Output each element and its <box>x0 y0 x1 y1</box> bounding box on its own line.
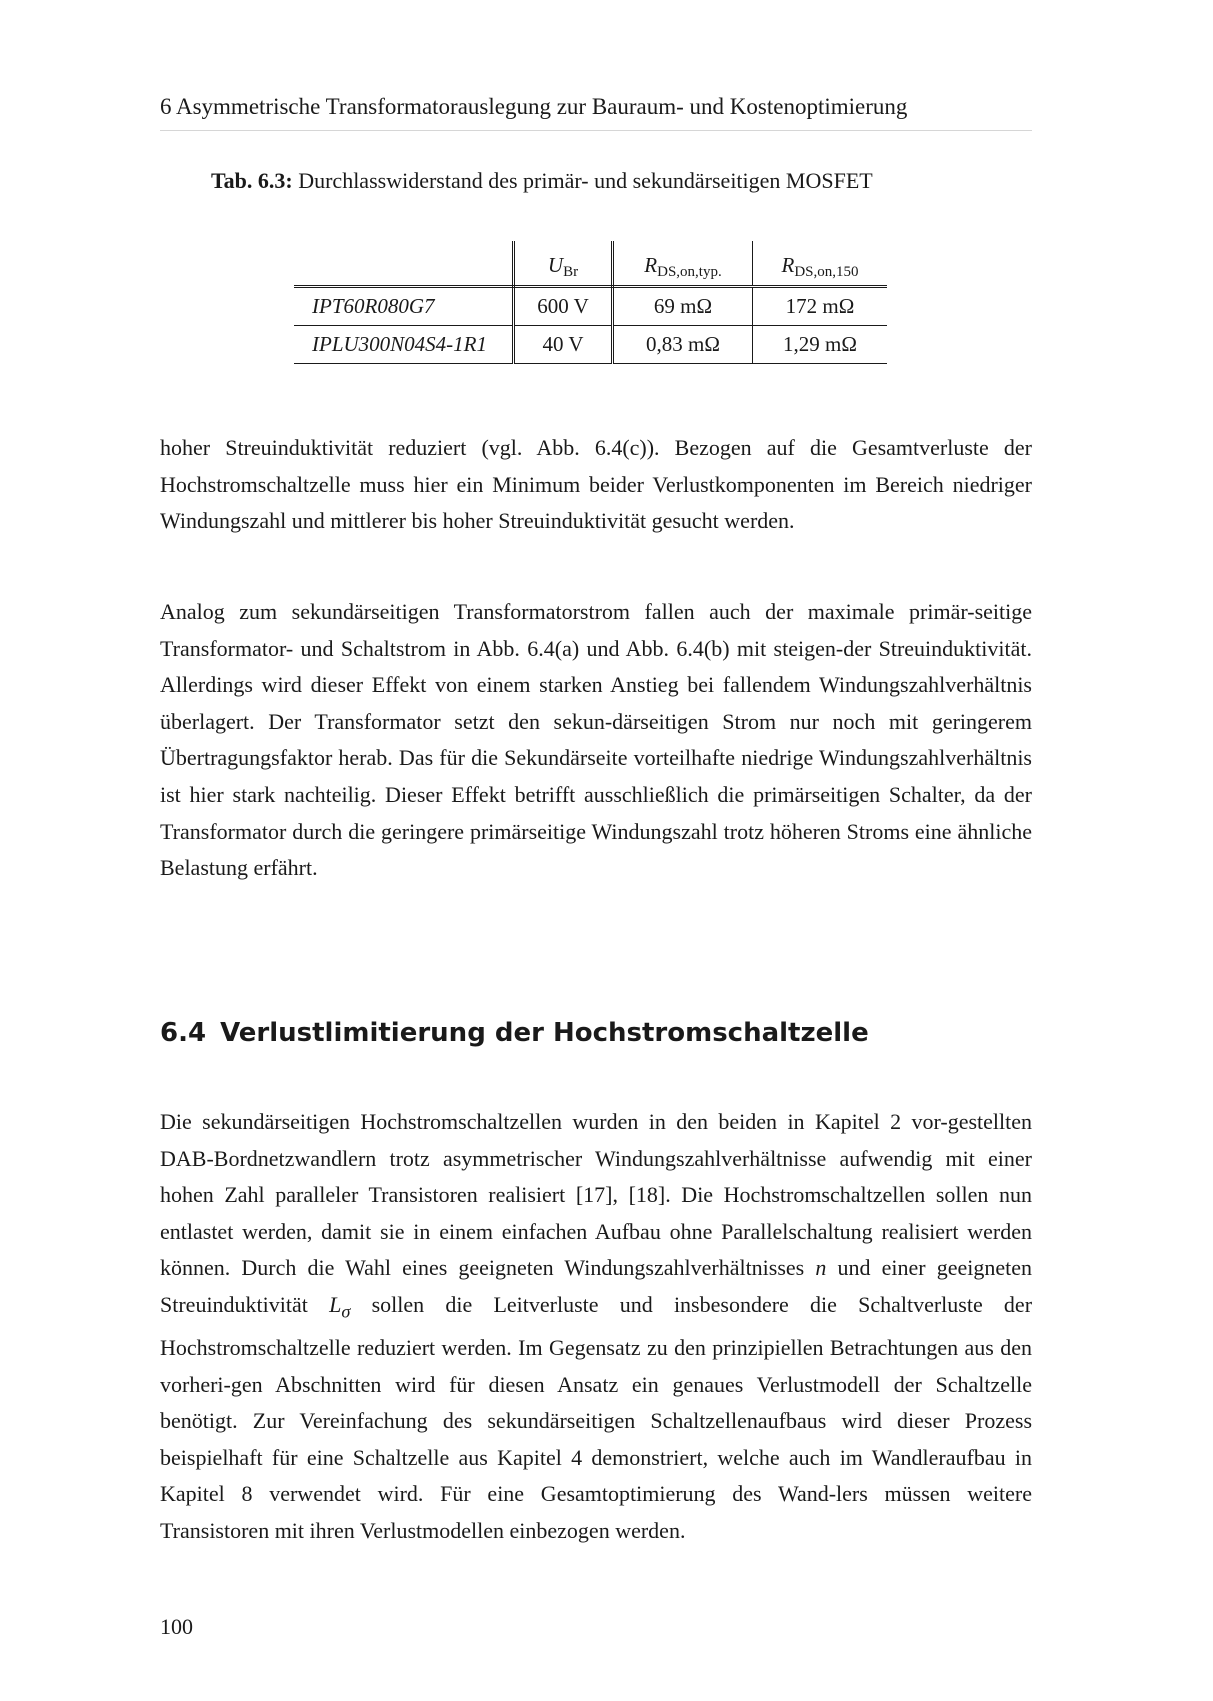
running-head: 6 Asymmetrische Transformatorauslegung zur Bauraum- und Kostenoptimierung <box>160 92 1032 131</box>
paragraph-text-part: und einer geeigneten Streuinduktivität <box>160 1255 1032 1317</box>
turns-ratio-symbol: n <box>815 1255 827 1281</box>
table-header-row <box>294 241 887 287</box>
body-paragraph: hoher Streuinduktivität reduziert (vgl. Abb. 6.4(c)). Bezogen auf die Gesamtverluste der Hochstromschaltzelle muss hier ein Minimum beider Verlustkomponenten im Bereich niedriger Windungszahl und mittlerer bis hoher Streuinduktivität gesucht werden. <box>160 435 1032 534</box>
rds-on-150-value: 172 mΩ <box>753 287 888 326</box>
header-breakdown-voltage: $U_{Br}$ <box>514 241 613 287</box>
section-title: Verlustlimitierung der Hochstromschaltzelle <box>220 1018 869 1048</box>
mosfet-name: IPLU300N04S4-1R1 <box>294 326 514 364</box>
table-row <box>294 287 887 326</box>
rds-on-150-value: 1,29 mΩ <box>753 326 888 364</box>
rds-on-typ-value: 0,83 mΩ <box>613 326 753 364</box>
header-rds-on-typ: $R_{DS,on,typ.}$ <box>613 241 753 287</box>
section-body-paragraph <box>160 1104 1032 1550</box>
table-row <box>294 326 887 364</box>
paragraph-text-part: Die sekundärseitigen Hochstromschaltzellen wurden in den beiden in Kapitel 2 vor-gestellten DAB-Bordnetzwandlern trotz asymmetrischer Windungszahlverhältnisse aufwendig mit einer hohen Zahl paralleler Transistoren realisiert [17], [18]. Die Hochstromschaltzellen sollen nun entlastet werden, damit sie in einem einfachen Aufbau ohne Parallelschaltung realisiert werden können. Durch die Wahl eines geeigneten Windungszahlverhältnisses <box>160 1109 1032 1281</box>
table-caption-text: Durchlasswiderstand des primär- und sekundärseitigen MOSFET <box>298 168 873 193</box>
mosfet-name: IPT60R080G7 <box>294 287 514 326</box>
breakdown-voltage-value: 40 V <box>514 326 613 364</box>
rds-on-typ-value: 69 mΩ <box>613 287 753 326</box>
page-number: 100 <box>160 1614 193 1639</box>
paragraph-text-part: sollen die Leitverluste und insbesondere die Schaltverluste der Hochstromschaltzelle reduziert werden. Im Gegensatz zu den prinzipiellen Betrachtungen aus den vorheri-gen Abschnitten wird für diesen Ansatz ein genaues Verlustmodell der Schaltzelle benötigt. Zur Vereinfachung des sekundärseitigen Schaltzellenaufbaus wird dieser Prozess beispielhaft für eine Schaltzelle aus Kapitel 4 demonstriert, welche auch im Wandleraufbau in Kapitel 8 verwendet wird. Für eine Gesamtoptimierung des Wand-lers müssen weitere Transistoren mit ihren Verlustmodellen einbezogen werden. <box>160 1291 1033 1543</box>
table-caption-label: Tab. 6.3: <box>211 168 293 193</box>
header-rds-on-150: $R_{DS,on,150}$ <box>753 241 888 287</box>
section-heading <box>160 1016 869 1050</box>
section-number: 6.4 <box>160 1018 207 1048</box>
table-caption <box>211 166 873 196</box>
leakage-inductance-symbol: $L_\sigma$ <box>329 1291 351 1322</box>
mosfet-resistance-table <box>294 241 887 364</box>
header-empty-cell <box>294 241 514 287</box>
breakdown-voltage-value: 600 V <box>514 287 613 326</box>
body-paragraph: Analog zum sekundärseitigen Transformatorstrom fallen auch der maximale primär-seitige Transformator- und Schaltstrom in Abb. 6.4(a) und Abb. 6.4(b) mit steigen-der Streuinduktivität. Allerdings wird dieser Effekt von einem starken Anstieg bei fallendem Windungszahlverhältnis überlagert. Der Transformator setzt den sekun-därseitigen Strom nur noch mit geringerem Übertragungsfaktor herab. Das für die Sekundärseite vorteilhafte niedrige Windungszahlverhältnis ist hier stark nachteilig. Dieser Effekt betrifft ausschließlich die primärseitigen Schalter, da der Transformator durch die geringere primärseitige Windungszahl trotz höheren Stroms eine ähnliche Belastung erfährt. <box>160 599 1032 881</box>
